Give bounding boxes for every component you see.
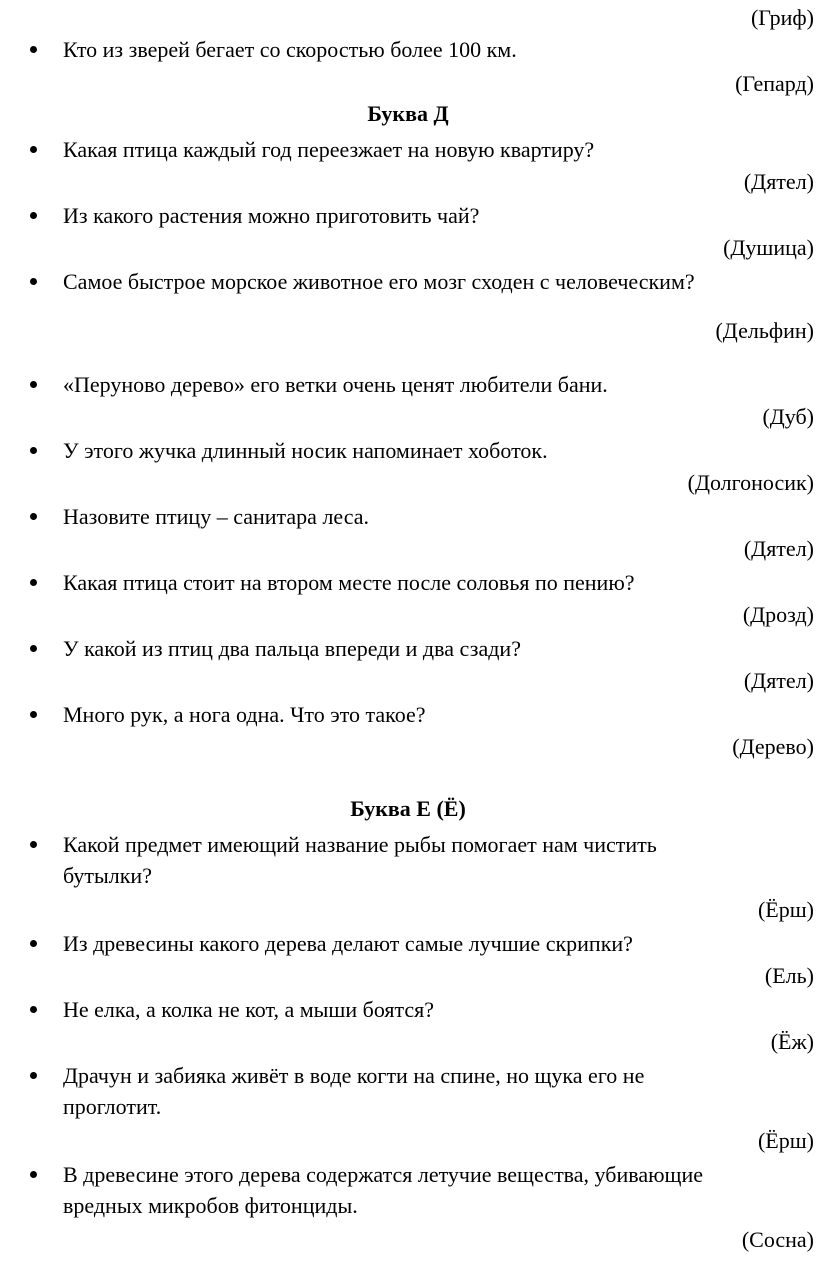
question-text: Из древесины какого дерева делают самые лучшие скрипки?	[63, 931, 633, 956]
answer-text: (Дятел)	[743, 668, 814, 693]
question-text: вредных микробов фитонциды.	[63, 1193, 358, 1218]
question-text: Драчун и забияка живёт в воде когти на спине, но щука его не	[63, 1063, 645, 1088]
bullet-icon	[30, 212, 37, 219]
bullet-icon	[30, 278, 37, 285]
answer-text: (Душица)	[723, 235, 814, 260]
answer-text: (Сосна)	[741, 1227, 814, 1252]
bullet-icon	[30, 381, 37, 388]
question-text: У какой из птиц два пальца впереди и два сзади?	[63, 636, 521, 661]
bullet-icon	[30, 841, 37, 848]
bullet-icon	[30, 1171, 37, 1178]
answer-text: (Гриф)	[750, 5, 814, 30]
answer-text: (Дерево)	[732, 734, 814, 759]
question-text: «Перуново дерево» его ветки очень ценят любители бани.	[63, 372, 608, 397]
question-text: Кто из зверей бегает со скоростью более 100 км.	[63, 37, 517, 62]
bullet-icon	[30, 645, 37, 652]
question-text: Не елка, а колка не кот, а мыши боятся?	[63, 997, 435, 1022]
question-text: проглотит.	[63, 1094, 162, 1119]
bullet-icon	[30, 1072, 37, 1079]
answer-text: (Дрозд)	[742, 602, 814, 627]
bullet-icon	[30, 579, 37, 586]
question-text: Какая птица каждый год переезжает на новую квартиру?	[63, 137, 595, 162]
answer-text: (Ёрш)	[757, 1128, 814, 1153]
question-text: Назовите птицу – санитара леса.	[63, 504, 370, 529]
answer-text: (Дятел)	[743, 536, 814, 561]
answer-text: (Гепард)	[735, 71, 814, 96]
bullet-icon	[30, 1006, 37, 1013]
question-text: Много рук, а нога одна. Что это такое?	[63, 702, 426, 727]
answer-text: (Ёрш)	[757, 897, 814, 922]
bullet-icon	[30, 146, 37, 153]
answer-text: (Дуб)	[762, 404, 814, 429]
answer-text: (Дятел)	[743, 169, 814, 194]
bullet-icon	[30, 513, 37, 520]
bullet-icon	[30, 447, 37, 454]
question-text: Самое быстрое морское животное его мозг сходен с человеческим?	[63, 269, 695, 294]
bullet-icon	[30, 46, 37, 53]
question-text: Из какого растения можно приготовить чай?	[63, 203, 480, 228]
question-text: Какой предмет имеющий название рыбы помогает нам чистить	[63, 832, 657, 857]
bullet-icon	[30, 711, 37, 718]
answer-text: (Ель)	[764, 963, 814, 988]
answer-text: (Ёж)	[770, 1029, 814, 1054]
question-text: У этого жучка длинный носик напоминает хоботок.	[63, 438, 548, 463]
section-heading: Буква Е (Ё)	[350, 796, 466, 821]
answer-text: (Дельфин)	[715, 318, 814, 343]
section-heading: Буква Д	[367, 101, 449, 126]
answer-text: (Долгоносик)	[687, 470, 814, 495]
question-text: Какая птица стоит на втором месте после соловья по пению?	[63, 570, 635, 595]
bullet-icon	[30, 940, 37, 947]
question-text: В древесине этого дерева содержатся летучие вещества, убивающие	[63, 1162, 703, 1187]
question-text: бутылки?	[63, 863, 152, 888]
